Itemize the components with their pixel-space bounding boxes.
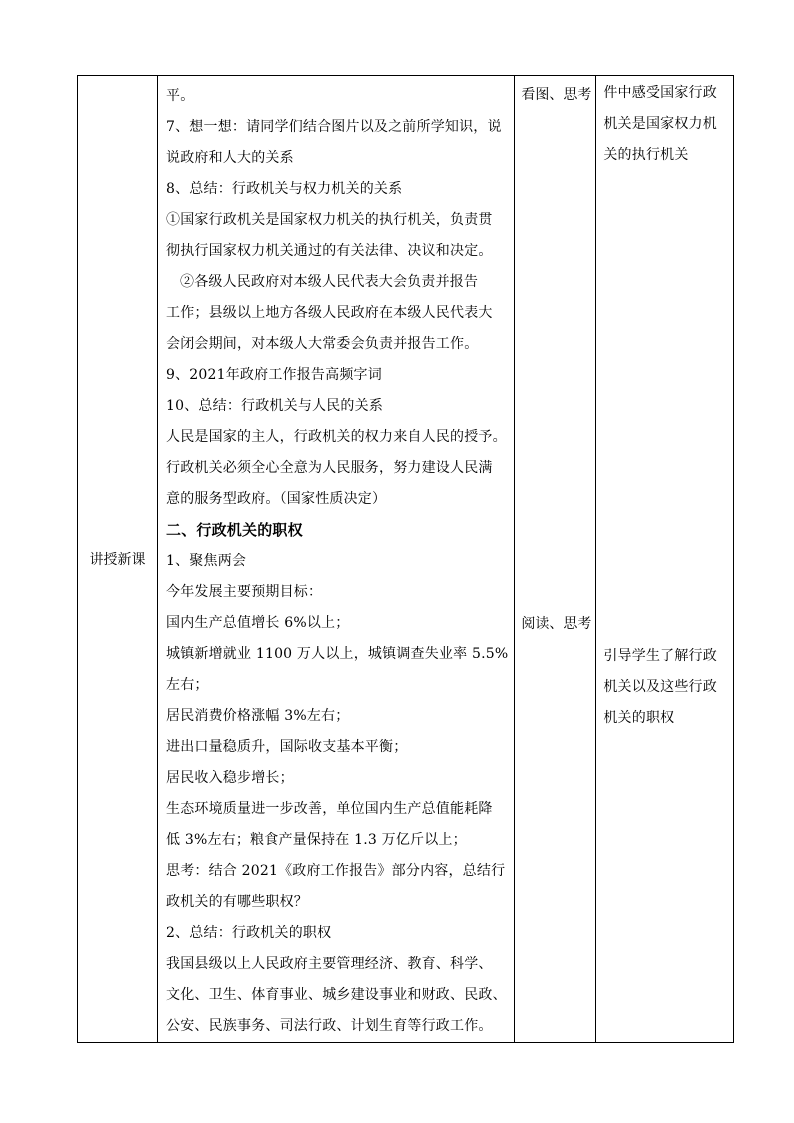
student-activity-cell — [515, 76, 596, 1043]
content-line: 7、想一想：请同学们结合图片以及之前所学知识，说 — [166, 119, 502, 135]
content-line: 1、聚焦两会 — [166, 553, 247, 569]
design-intent-1 — [603, 78, 717, 171]
content-line: 2、总结：行政机关的职权 — [166, 925, 332, 941]
section-heading: 二、行政机关的职权 — [166, 521, 303, 539]
design-intent-cell — [596, 76, 734, 1043]
table-row — [78, 76, 734, 1043]
design-intent-line: 机关以及这些行政 — [603, 679, 717, 695]
content-line: 8、总结：行政机关与权力机关的关系 — [166, 181, 403, 197]
content-line: 我国县级以上人民政府主要管理经济、教育、科学、 — [166, 956, 493, 972]
content-line: 进出口量稳质升，国际收支基本平衡； — [166, 739, 408, 755]
student-activity-2: 阅读、思考 — [521, 616, 592, 632]
content-line: 低 3%左右；粮食产量保持在 1.3 万亿斤以上； — [166, 832, 467, 848]
content-line: 行政机关必须全心全意为人民服务，努力建设人民满 — [166, 460, 493, 476]
content-line: ②各级人民政府对本级人民代表大会负责并报告 — [180, 274, 479, 290]
content-line: 9、2021年政府工作报告高频字词 — [166, 367, 382, 383]
content-line: 平。 — [166, 88, 195, 104]
content-line: 思考：结合 2021《政府工作报告》部分内容，总结行 — [166, 863, 506, 879]
student-activity-1: 看图、思考 — [521, 87, 592, 103]
content-line: 政机关的有哪些职权？ — [166, 894, 308, 910]
content-line: 生态环境质量进一步改善，单位国内生产总值能耗降 — [166, 801, 493, 817]
design-intent-line: 件中感受国家行政 — [603, 85, 717, 101]
design-intent-line: 机关是国家权力机 — [603, 116, 717, 132]
content-line: 公安、民族事务、司法行政、计划生育等行政工作。 — [166, 1018, 493, 1034]
content-line: 会闭会期间，对本级人大常委会负责并报告工作。 — [166, 336, 479, 352]
design-intent-line: 引导学生了解行政 — [603, 648, 717, 664]
row-label-cell — [78, 76, 158, 1043]
content-line: 城镇新增就业 1100 万人以上，城镇调查失业率 5.5% — [166, 646, 509, 662]
content-line: 人民是国家的主人，行政机关的权力来自人民的授予。 — [166, 429, 507, 445]
design-intent-line: 机关的职权 — [603, 710, 675, 726]
content-line: 居民消费价格涨幅 3%左右； — [166, 708, 350, 724]
design-intent-2 — [603, 641, 717, 734]
lesson-plan-table — [77, 75, 734, 1043]
content-lines — [158, 76, 514, 1042]
content-line: 国内生产总值增长 6%以上； — [166, 615, 350, 631]
design-intent-line: 关的执行机关 — [603, 147, 689, 163]
content-line: 左右； — [166, 677, 209, 693]
content-line: 居民收入稳步增长； — [166, 770, 294, 786]
content-cell — [158, 76, 515, 1043]
content-line: 彻执行国家权力机关通过的有关法律、决议和决定。 — [166, 243, 493, 259]
content-line: 意的服务型政府。（国家性质决定） — [166, 491, 387, 507]
content-line: 10、总结：行政机关与人民的关系 — [166, 398, 384, 414]
content-line: 工作；县级以上地方各级人民政府在本级人民代表大 — [166, 305, 493, 321]
content-line: 今年发展主要预期目标： — [166, 584, 323, 600]
row-label: 讲授新课 — [89, 552, 146, 568]
content-line: 文化、卫生、体育事业、城乡建设事业和财政、民政、 — [166, 987, 507, 1003]
content-line: 说政府和人大的关系 — [166, 150, 294, 166]
content-line: ①国家行政机关是国家权力机关的执行机关，负责贯 — [166, 212, 493, 228]
